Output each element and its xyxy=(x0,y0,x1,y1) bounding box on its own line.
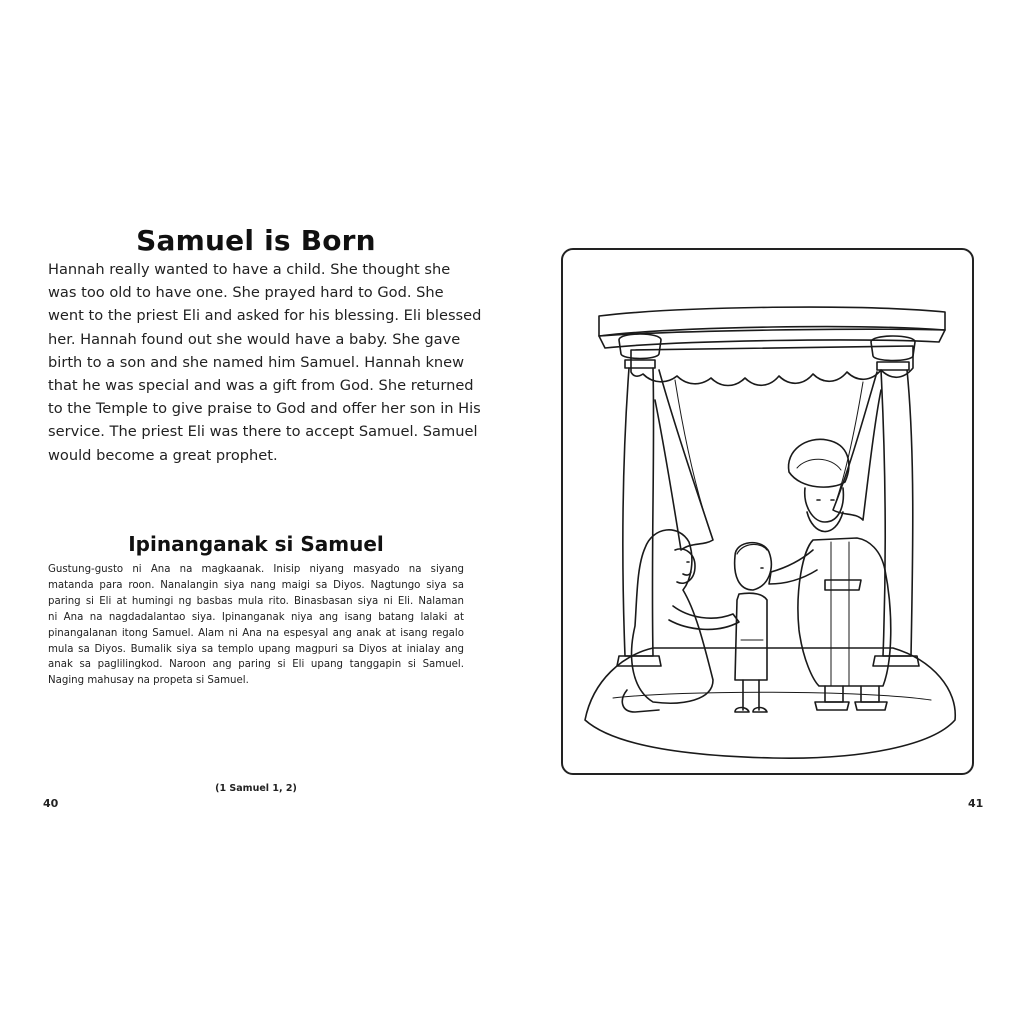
english-line: her. Hannah found out she would have a baby. She gave xyxy=(48,330,461,348)
left-curtain xyxy=(655,370,713,550)
samuel-legs xyxy=(743,680,759,710)
eli-face xyxy=(805,488,844,522)
coloring-illustration xyxy=(563,250,972,773)
valance xyxy=(631,346,913,386)
eli-robe xyxy=(798,538,891,686)
english-story-text xyxy=(48,258,482,467)
tagalog-line: paring si Eli at humingi ng basbas mula rito. Binasbasan siya ni Eli. Nalaman xyxy=(48,595,464,607)
tagalog-title: Ipinanganak si Samuel xyxy=(128,532,384,556)
tagalog-line: Gustung-gusto ni Ana na magkaanak. Inisip niyang masyado na siyang xyxy=(48,564,464,575)
page-title: Samuel is Born xyxy=(136,224,376,257)
eli-turban xyxy=(789,439,849,487)
hannah-foot xyxy=(622,690,659,712)
english-line: birth to a son and she named him Samuel. Hannah knew xyxy=(48,353,465,371)
canopy-beam xyxy=(599,307,945,336)
left-pillar-shaft xyxy=(623,368,654,656)
english-line: to the Temple to give praise to God and offer her son in His xyxy=(48,400,481,418)
samuel-tunic xyxy=(735,593,767,680)
english-line: that he was special and was a gift from God. She returned xyxy=(48,377,474,395)
english-line: service. The priest Eli was there to accept Samuel. Samuel xyxy=(48,423,478,441)
tagalog-story-text xyxy=(48,562,464,689)
page-number-right: 41 xyxy=(968,797,984,810)
hannah-arm xyxy=(669,606,739,629)
english-line: was too old to have one. She prayed hard to God. She xyxy=(48,284,444,302)
tagalog-line: Naging mahusay na propeta si Samuel. xyxy=(48,675,249,687)
right-pillar-shaft xyxy=(881,370,913,656)
illustration-frame xyxy=(561,248,974,775)
scripture-reference: (1 Samuel 1, 2) xyxy=(215,783,297,794)
tagalog-line: anak sa paglilingkod. Naroon ang paring si Eli upang tanggapin si Samuel. xyxy=(48,659,464,671)
english-line: would become a great prophet. xyxy=(48,446,278,464)
floor-outline xyxy=(585,648,955,758)
floor-line xyxy=(613,692,931,700)
english-line: went to the priest Eli and asked for his blessing. Eli blessed xyxy=(48,307,482,325)
tagalog-line: mula sa Diyos. Bumalik siya sa templo upang magpuri sa Diyos at inialay ang xyxy=(48,643,464,655)
eli-sash xyxy=(825,580,861,590)
tagalog-line: matanda para roon. Nanalangin siya nang maigi sa Diyos. Nagtungo siya sa xyxy=(48,579,464,591)
tagalog-line: ni Ana na nagdadalantao siya. Ipinanganak niya ang isang batang lalaki at xyxy=(48,611,464,623)
tagalog-line: pinangalanan itong Samuel. Alam ni Ana na espesyal ang anak at isang regalo xyxy=(48,627,464,639)
hannah-veil xyxy=(632,530,713,703)
page-number-left: 40 xyxy=(43,797,59,810)
english-line: Hannah really wanted to have a child. She thought she xyxy=(48,261,451,278)
eli-arm xyxy=(769,550,817,584)
